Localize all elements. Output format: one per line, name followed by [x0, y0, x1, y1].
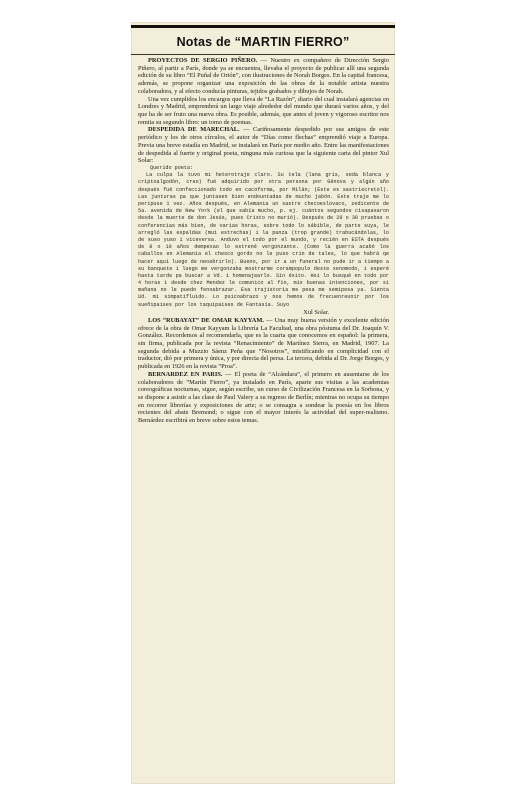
paragraph: [138, 96, 389, 127]
letter-signature: Xul Solar.: [303, 308, 329, 316]
paragraph: [138, 126, 389, 165]
top-rule: [131, 25, 395, 28]
page-title: Notas de “MARTIN FIERRO”: [176, 35, 350, 49]
paragraph: [138, 57, 389, 96]
section-heading: LOS “RUBAYAT” DE OMAR KAYYAM.: [148, 316, 264, 324]
letter-body: La culpa la tuvo mi heterotraje claro. Su tela (lana gris, seda blanca y criptoalgodón, creo) fué adquirido por otra persona por Génova y algún año después fué confeccionado todo en cacoforma, por Milán; (Este es sastriecretol). Las junturas pa que juntasen bien endountadas de mucho jabón. Este traje me lo peripuse 1 vez. Años después, en Alemania un sastre checoeslovaco, zedicente de 5a. avenida de New York (el que sabía mucho, p. ej. cuántos segundos cisapasaron desde la muerte de don Jesús, pues Cristo no murió). Después de 20 o 30 pruebas o conferencias más bien, de varias horas, sobre todo lo sábible, de parte suya, le arregló las espaldas (mui estrechas) i la panza (trop grande) trabucándolas, lo de suso yuso i viceversa. Anduvo el todo por el mundo, y recién en ESTA después de 8 o 10 años dempexao lo estrené vergonzante. (Como la guerra acabó los caballos en Alemania el chesco gordo no le puso crin de tales, lo que habrá qe hacer aquí luego de neoabrirlo). Bueno, por ir a un funeral no pude ir a tiempo a su banquete i luego me vergonzaba mostrarme corampopulo deste xenomodo, i esperé hasta tarde pa buscar a Vd. i homenajearlo. Sin éxito. Hoi lo busqué en todo por 4 horas i desde chez Mendez le comunico al fin, mis buenas intenciones, por si mañana no le puedo fenoabrazar. Esa trajistoria me pesa me semipesa ya. Sienta Ud. mi simpatifluido. Lo psicoabrazo y nos hemos de frecuenreunir por los sueñipaises por los taquipaises de Fantasía. Suyo: [138, 172, 389, 308]
paragraph-text: — Nuestro ex compañero de Dirección Sergio Piñero, al partir a París, donde ya se encuentra, llevaba el proyecto de publicar allí una segunda edición de su libro “El Puñal de Orión”, con ilustraciones de Norah Borges. En la capital francesa, además, se propone organizar una exposición de las obras de la notable artista nuestra colaboradora, y al efecto conducía pinturas, tejidos grabados y dibujos de Norah.: [138, 57, 389, 95]
newspaper-clipping: [131, 22, 395, 784]
letter-greeting: Querido poeta:: [150, 165, 194, 172]
paragraph-text: Una vez cumplidos los encargos que lleva de “La Razón”, diario del cual instalará agencias en Londres y Madrid, emprenderá un largo viaje alrededor del mundo que durará varios años, y del que ha de ser fruto una nueva obra. Es posible, además, que antes el joven y vigoroso escritor nos remita su segundo libro: un tomo de poemas.: [138, 95, 389, 126]
paragraph: [138, 371, 389, 425]
section-heading: PROYECTOS DE SERGIO PIÑERO.: [148, 57, 258, 64]
title-rule: [131, 54, 395, 55]
paragraph-text: — El poeta de “Alcándara”, el primero en ausentarse de los colaboradores de “Martín Fierro”, ya instalado en París, aparte sus visitas a las academias coreográficas nocturnas, sigue, según escribe, un curso de Civilización Francesa en la Sorbona, y se dispone a asistir a las clase de Paul Valery a su regreso de Berlín; mientras no ocupa su tiempo en recorrer librerías y exposiciones de arte; o se consagra a sondear la poesía en los libros recientes del abate Bremond; o sigue con el mayor interés la actividad del super-realismo. Bernárdez escribirá en breve sobre estos temas.: [138, 370, 389, 425]
section-heading: DESPEDIDA DE MARECHAL.: [148, 126, 240, 134]
section-heading: BERNARDEZ EN PARIS.: [148, 370, 223, 378]
paragraph: [138, 317, 389, 371]
paragraph-text: — Cariñosamente despedido por sus amigos de este periódico y los de otros círculos, el autor de “Días como flechas” emprendió viaje a Europa. Previa una breve estadía en Madrid, se instalará en París por medio año. Entre las manifestaciones de despedida al fuerte y original poeta, ninguna más curiosa que la siguiente carta del pintor Xul Solar:: [138, 126, 389, 165]
article-body: [138, 57, 389, 425]
paragraph-text: — Una muy buena versión y excelente edición ofrece de la obra de Omar Kayyam la Librería La Facultad, una obra póstuma del Dr. Joaquín V. González. Recordemos al recomendarla, que es la cuarta que conocemos en español: la primera, sin firma, publicada por la revista “Renacimiento” de Martínez Sierra, en Madrid, 1907. La segunda debida a Muzzio Sáenz Peña que “Nosotros”, mistificando en complicidad con el traductor, dió por primera y única, y por directa del persa. La tercera, debida al Dr. Jorge Borges, y publicada en 1926 en la revista “Proa”.: [138, 316, 389, 371]
